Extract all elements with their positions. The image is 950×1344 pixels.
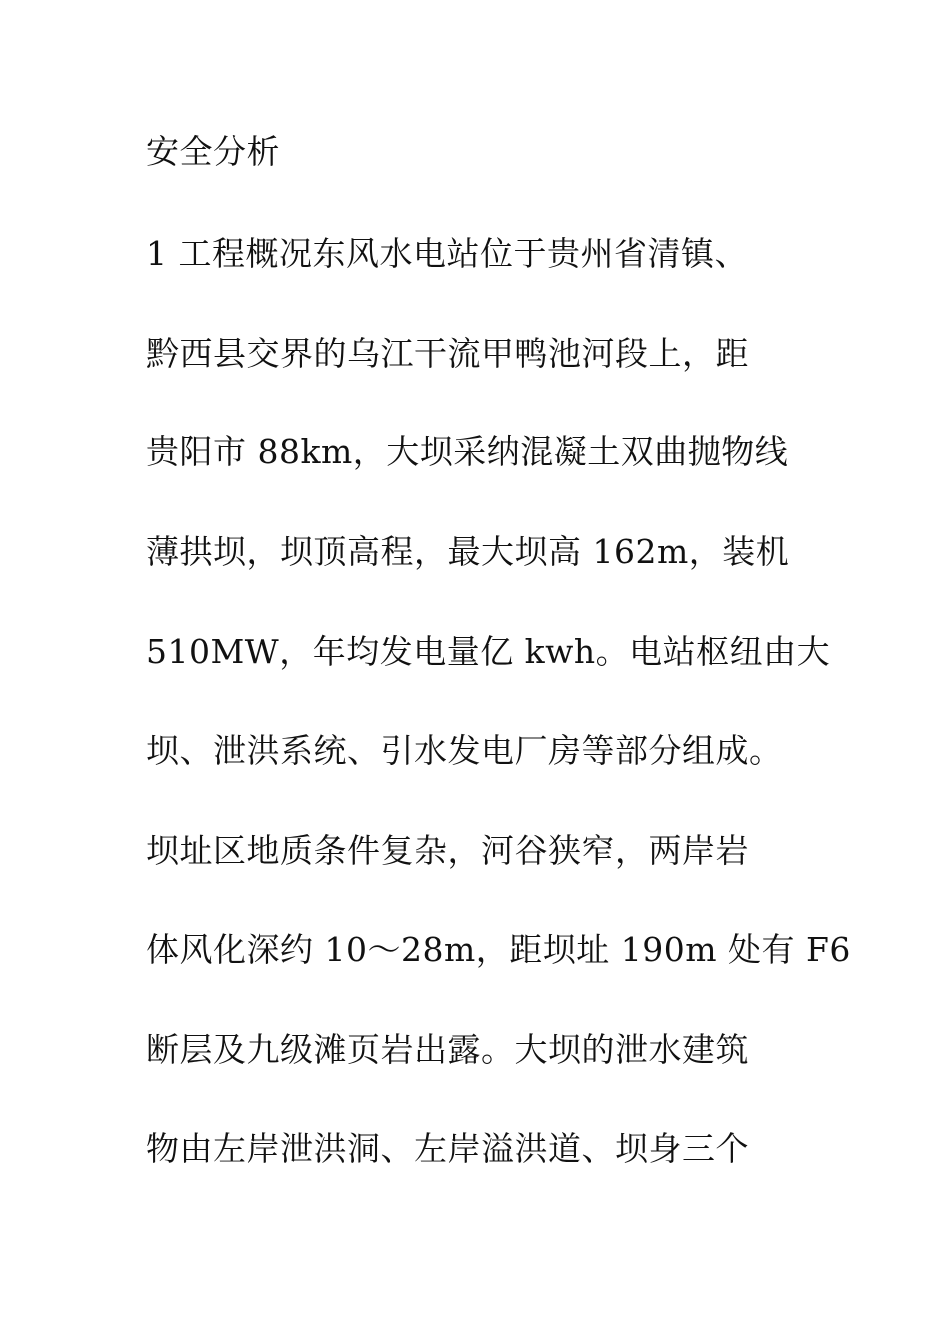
paragraph-line-5: 510MW，年均发电量亿 kwh。电站枢纽由大 — [146, 632, 831, 671]
paragraph-line-6: 坝、泄洪系统、引水发电厂房等部分组成。 — [146, 731, 783, 770]
paragraph-line-8: 体风化深约 10～28m，距坝址 190m 处有 F6 — [146, 930, 851, 969]
paragraph-line-10: 物由左岸泄洪洞、左岸溢洪道、坝身三个 — [146, 1129, 749, 1168]
paragraph-line-4: 薄拱坝，坝顶高程，最大坝高 162m，装机 — [146, 532, 790, 571]
paragraph-line-3: 贵阳市 88km，大坝采纳混凝土双曲抛物线 — [146, 432, 789, 471]
paragraph-line-7: 坝址区地质条件复杂，河谷狭窄，两岸岩 — [146, 831, 749, 870]
paragraph-line-2: 黔西县交界的乌江干流甲鸭池河段上，距 — [146, 334, 749, 373]
paragraph-line-9: 断层及九级滩页岩出露。大坝的泄水建筑 — [146, 1030, 749, 1069]
paragraph-line-1: 1 工程概况东风水电站位于贵州省清镇、 — [146, 234, 748, 273]
document-title: 安全分析 — [146, 132, 280, 171]
